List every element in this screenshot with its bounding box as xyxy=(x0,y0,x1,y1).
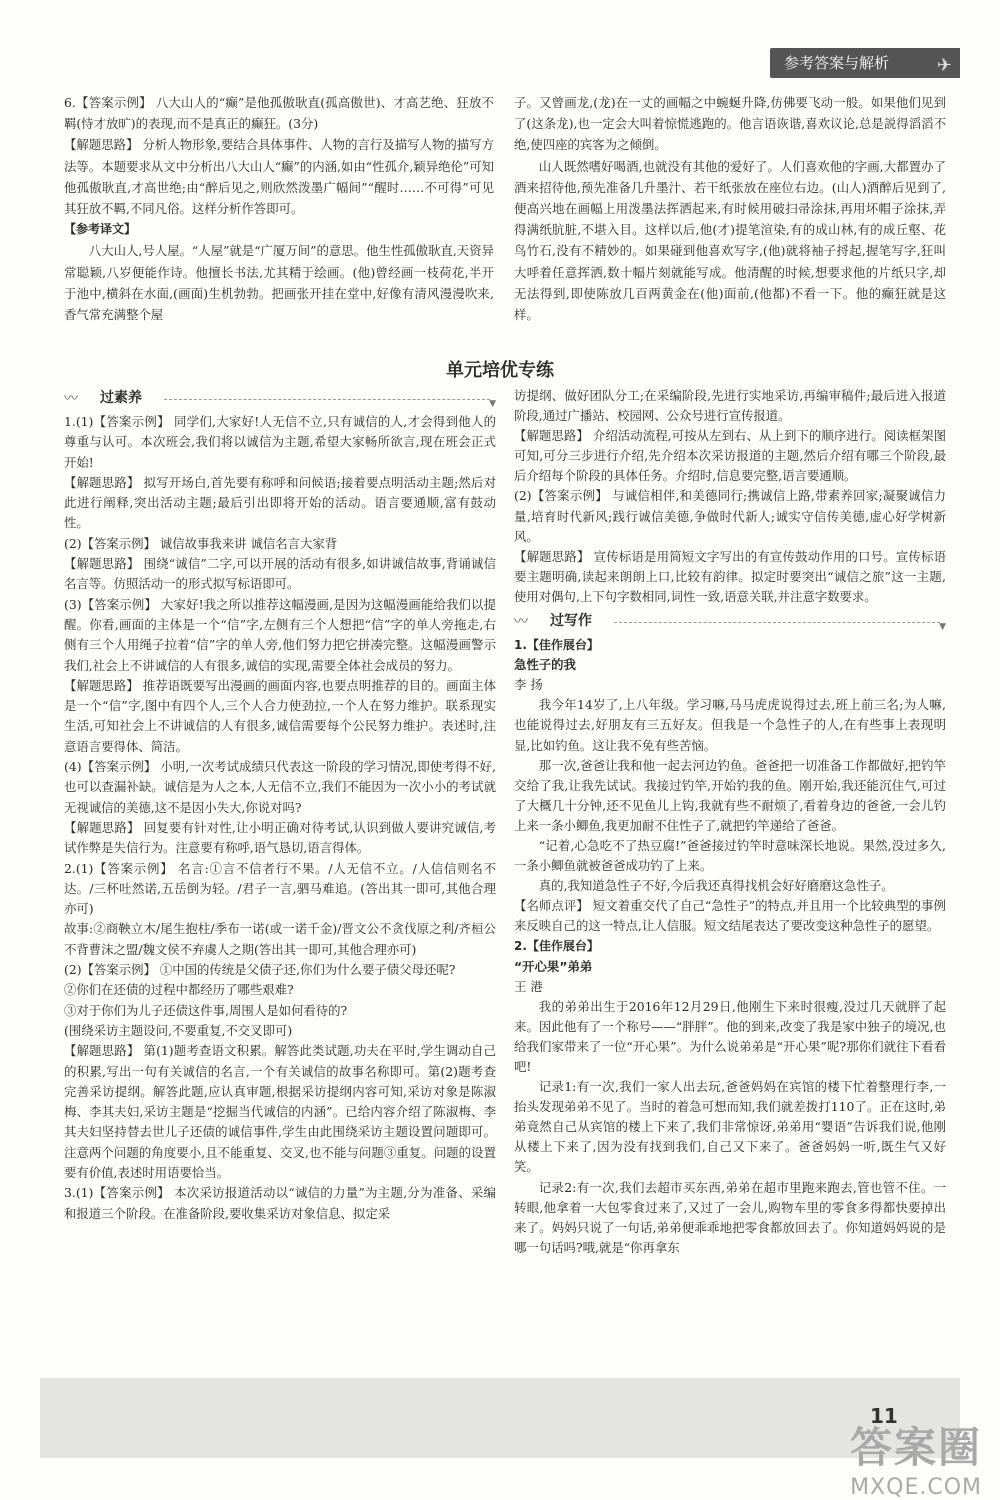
page-number: 11 xyxy=(870,1404,898,1428)
essay-author: 王 港 xyxy=(514,978,543,994)
unit-title: 单元培优专练 xyxy=(446,360,554,381)
paragraph: 3.(1)【答案示例】 本次采访报道活动以“诚信的力量”为主题,分为准备、采编和报道三个阶段。在准备阶段,要收集采访对象信息、拟定采 xyxy=(64,1185,496,1221)
paragraph: (2)【答案示例】 诚信故事我来讲 诚信名言大家背 xyxy=(64,535,338,551)
rocket-icon: ✈ xyxy=(936,55,952,76)
section-label: 过写作 xyxy=(550,613,592,630)
paragraph: 【解题思路】 围绕“诚信”二字,可以开展的活动有很多,如讲诚信故事,背诵诚信名言等。仿照活动一的形式拟写标语即可。 xyxy=(64,556,496,592)
paragraph: 访提纲、做好团队分工;在采编阶段,先进行实地采访,再编审稿件;最后进入报道阶段,通过广播站、校园网、公众号进行宣传报道。 xyxy=(514,388,946,424)
paragraph: (4)【答案示例】 小明,一次考试成绩只代表这一阶段的学习情况,即使考得不好,也可以查漏补缺。诚信是为人之本,人无信不立,我们不能因为一次小小的考试就无视诚信的美德,这不是因小失大,你说对吗? xyxy=(64,759,496,815)
paragraph: 记录1:有一次,我们一家人出去玩,爸爸妈妈在宾馆的楼下忙着整理行李,一抬头发现弟弟不见了。当时的着急可想而知,我们就差拨打110了。正在这时,弟弟竟然自己从宾馆的楼上下来了,我们非常惊讶,弟弟用“婴语”告诉我们说,他刚从楼上下来了,因为没有找到我们,自己又下来了。爸爸妈妈一听,既生气又好笑。 xyxy=(514,1079,946,1175)
section-heading xyxy=(514,609,946,633)
paragraph: 2.【佳作展台】 xyxy=(514,939,599,954)
divider xyxy=(164,399,490,400)
wave-icon: 〰 xyxy=(514,614,528,631)
triangle-icon: ▼ xyxy=(489,399,496,409)
paragraph: 山人既然嗜好喝酒,也就没有其他的爱好了。人们喜欢他的字画,大都置办了酒来招待他,预先准备几升墨汁、若干纸张放在座位右边。(山人)酒醉后见到了,便高兴地在画幅上用泼墨法挥洒起来,有时候用破扫帚涂抹,再用坏帽子涂抹,弄得满纸肮脏,不堪入目。这样以后,他(才)提笔渲染,有的成山林,有的成丘壑、花鸟竹石,没有不精妙的。如果碰到他喜欢写字,(他)就将袖子捋起,握笔写字,狂叫大呼着任意挥洒,数十幅片刻就能写成。他清醒的时候,想要求他的片纸只字,却无法得到,即使陈放几百两黄金在(他)面前,(他都)不看一下。他的癫狂就是这样。 xyxy=(514,158,946,323)
right-column xyxy=(514,386,946,1258)
paragraph: 【解题思路】 宣传标语是用简短文字写出的有宣传鼓动作用的口号。宣传标语要主题明确,读起来朗朗上口,比较有韵律。拟定时要突出“诚信之旅”这一主题,使用对偶句,上下句字数相同,词性一致,语意关联,并注意字数要求。 xyxy=(514,548,946,604)
divider xyxy=(614,622,940,623)
paragraph: 1.【佳作展台】 xyxy=(514,638,599,653)
paragraph: 记录2:有一次,我们去超市买东西,弟弟在超市里跑来跑去,管也管不住。一转眼,他拿着一大包零食过来了,又过了一会儿,购物车里的零食多得都快要掉出来了。妈妈只说了一句话,弟弟便乖乖地把零食都放回去了。你知道妈妈说的是哪一句话吗?哦,就是“你再拿东 xyxy=(514,1179,946,1255)
paragraph: 【名师点评】 短文着重交代了自己“急性子”的特点,并且用一个比较典型的事例来反映自己的这一特点,让人信服。短文结尾表达了要改变这种急性子的愿望。 xyxy=(514,898,946,934)
paragraph: 【解题思路】 回复要有针对性,让小明正确对待考试,认识到做人要讲究诚信,考试作弊是失信行为。注意要有称呼,语气恳切,语言得体。 xyxy=(64,819,496,856)
paragraph: 2.(1)【答案示例】 名言:①言不信者行不果。/人无信不立。/人信信则名不达。/三杯吐然诺,五岳倒为轻。/君子一言,驷马难追。(答出其一即可,其他合理亦可) xyxy=(64,860,496,917)
section-label: 过素养 xyxy=(100,390,142,406)
essay-title: “开心果”弟弟 xyxy=(514,958,593,974)
watermark-text: 答案圈 xyxy=(849,1423,982,1472)
paragraph: 1.(1)【答案示例】 同学们,大家好!人无信不立,只有诚信的人,才会得到他人的尊重与认可。本次班会,我们将以诚信为主题,希望大家畅所欲言,现在班会正式开始! xyxy=(64,414,496,470)
watermark-url: MXQE.COM xyxy=(850,1475,982,1500)
paragraph: 【解题思路】 拟写开场白,首先要有称呼和问候语;接着要点明活动主题;然后对此进行阐释,突出活动主题;最后引出即将开始的活动。语言要通顺,富有鼓动性。 xyxy=(64,474,496,531)
paragraph: ②你们在还债的过程中都经历了哪些艰难? xyxy=(64,982,294,998)
wave-icon: 〰 xyxy=(64,391,78,407)
paragraph: 我的弟弟出生于2016年12月29日,他刚生下来时很瘦,没过几天就胖了起来。因此他有了一个称号——“胖胖”。他的到来,改变了我是家中独子的境况,也给我们家带来了一位“开心果”。为什么说弟弟是“开心果”呢?那你们就往下看看吧! xyxy=(514,998,946,1074)
paragraph: 子。又曾画龙,(龙)在一丈的画幅之中蜿蜒升降,仿佛要飞动一般。如果他们见到了(这条龙),也一定会大叫着惊慌逃跑的。他言语诙谐,喜欢议论,总是説得滔滔不绝,使四座的宾客为之倾倒。 xyxy=(514,95,946,153)
paragraph: 我今年14岁了,上八年级。学习嘛,马马虎虎说得过去,班上前三名;为人嘛,也能说得过去,好朋友有三五好友。但我是一个急性子的人,在有些事上表现明显,比如钓鱼。这让我不免有些苦恼。 xyxy=(514,697,946,753)
section-header xyxy=(770,48,960,78)
paragraph: 【解题思路】 介绍活动流程,可按从左到右、从上到下的顺序进行。阅读框架图可知,可分三步进行介绍,先介绍本次采访报道的主题,然后介绍有哪三个阶段,最后介绍每个阶段的具体任务。介绍时,信息要完整,语言要通顺。 xyxy=(514,428,946,484)
paragraph: (3)【答案示例】 大家好!我之所以推荐这幅漫画,是因为这幅漫画能给我们以提醒。你看,画面的主体是一个“信”字,左侧有三个人想把“信”字的单人旁拖走,右侧有三个人用绳子拉着“信”字的单人旁,他们努力把它拼凑完整。这幅漫画警示我们,社会上不讲诚信的人有很多,诚信的实现,需要全体社会成员的努力。 xyxy=(64,596,496,673)
paragraph: “记着,心急吃不了热豆腐!”爸爸接过钓竿时意味深长地说。果然,没过多久,一条小鲫鱼就被爸爸成功钓了上来。 xyxy=(514,837,946,874)
paragraph: 真的,我知道急性子不好,今后我还真得找机会好好磨磨这急性子。 xyxy=(538,878,894,894)
paragraph: (2)【答案示例】 ①中国的传统是父债子还,你们为什么要子债父母还呢? xyxy=(64,962,456,978)
paragraph: 那一次,爸爸让我和他一起去河边钓鱼。爸爸把一切准备工作都做好,把钓竿交给了我,让我先试试。我接过钓竿,开始钓我的鱼。刚开始,我还能沉住气,可过了大概几十分钟,还不见鱼儿上钩,我就有些不耐烦了,看着身边的爸爸,一会儿钓上来一条小鲫鱼,我更加耐不住性子了,就把钓竿递给了爸爸。 xyxy=(514,757,946,833)
paragraph: (2)【答案示例】 与诚信相伴,和美德同行;携诚信上路,带素养回家;凝聚诚信力量,培育时代新风;践行诚信美德,争做时代新人;诚实守信传美德,虚心好学树新风。 xyxy=(514,488,946,544)
top-left-column xyxy=(64,92,494,325)
essay-author: 李 扬 xyxy=(514,677,543,693)
footer-band xyxy=(40,1378,960,1458)
top-right-column xyxy=(514,92,946,325)
triangle-icon: ▼ xyxy=(939,622,946,633)
paragraph: ③对于你们为儿子还债这件事,周围人是如何看待的? xyxy=(64,1002,348,1018)
left-column xyxy=(64,384,496,1224)
essay-title: 急性子的我 xyxy=(514,657,576,673)
paragraph: 【解题思路】 分析人物形象,要结合具体事件、人物的言行及描写人物的描写方法等。本题要求从文中分析出八大山人“癫”的内涵,如由“性孤介,颖异绝伦”可知他孤傲耿直,才高世绝;由“醉后见之,则欣然泼墨广幅间”“醒时……不可得”可见其狂放不羁,不同凡俗。这样分析作答即可。 xyxy=(64,137,494,217)
watermark xyxy=(850,1415,982,1500)
paragraph: 故事:②商鞅立木/尾生抱柱/季布一诺(或一诺千金)/晋文公不贪伐原之利/齐桓公不背曹沫之盟/魏文侯不弃虞人之期(答出其一即可,其他合理亦可) xyxy=(64,921,496,957)
header-title: 参考答案与解析 xyxy=(784,54,890,72)
paragraph: 【解题思路】 推荐语既要写出漫画的画面内容,也要点明推荐的目的。画面主体是一个“信”字,图中有四个人,三个人合力使劲拉,一个人在努力维护。联系现实生活,可知社会上不讲诚信的人有很多,诚信需要每个公民努力维护。表述时,注意语言要得体、简洁。 xyxy=(64,677,496,754)
paragraph: 八大山人,号人屋。“人屋”就是“广厦万间”的意思。他生性孤傲耿直,天资异常聪颖,八岁便能作诗。他擅长书法,尤其精于绘画。(他)曾经画一枝荷花,半开于池中,横斜在水面,(画面)生机勃勃。把画张开挂在堂中,好像有清风漫漫吹来,香气常充满整个屋 xyxy=(64,243,494,323)
paragraph: (围绕采访主题设问,不要重复,不交叉即可) xyxy=(64,1022,293,1038)
paragraph: 【参考译文】 xyxy=(64,222,137,237)
paragraph: 6.【答案示例】 八大山人的“癫”是他孤傲耿直(孤高傲世)、才高艺绝、狂放不羁(恃才放旷)的表现,而不是真正的癫狂。(3分) xyxy=(64,95,494,132)
paragraph: 【解题思路】 第(1)题考查语文积累。解答此类试题,功夫在平时,学生调动自己的积累,写出一句有关诚信的名言,一个有关诚信的故事名称即可。第(2)题考查完善采访提纲。解答此题,应认真审题,根据采访提纲内容可知,采访对象是陈淑梅、李其夫妇,采访主题是“挖掘当代诚信的内涵”。已给内容介绍了陈淑梅、李其夫妇坚持替去世儿子还债的诚信事件,学生由此围绕采访主题设置问题即可。注意两个问题的角度要小,且不能重复、交叉,也不能与问题③重复。问题的设置要有价值,表述时用语要恰当。 xyxy=(64,1043,496,1180)
section-heading xyxy=(64,386,496,410)
